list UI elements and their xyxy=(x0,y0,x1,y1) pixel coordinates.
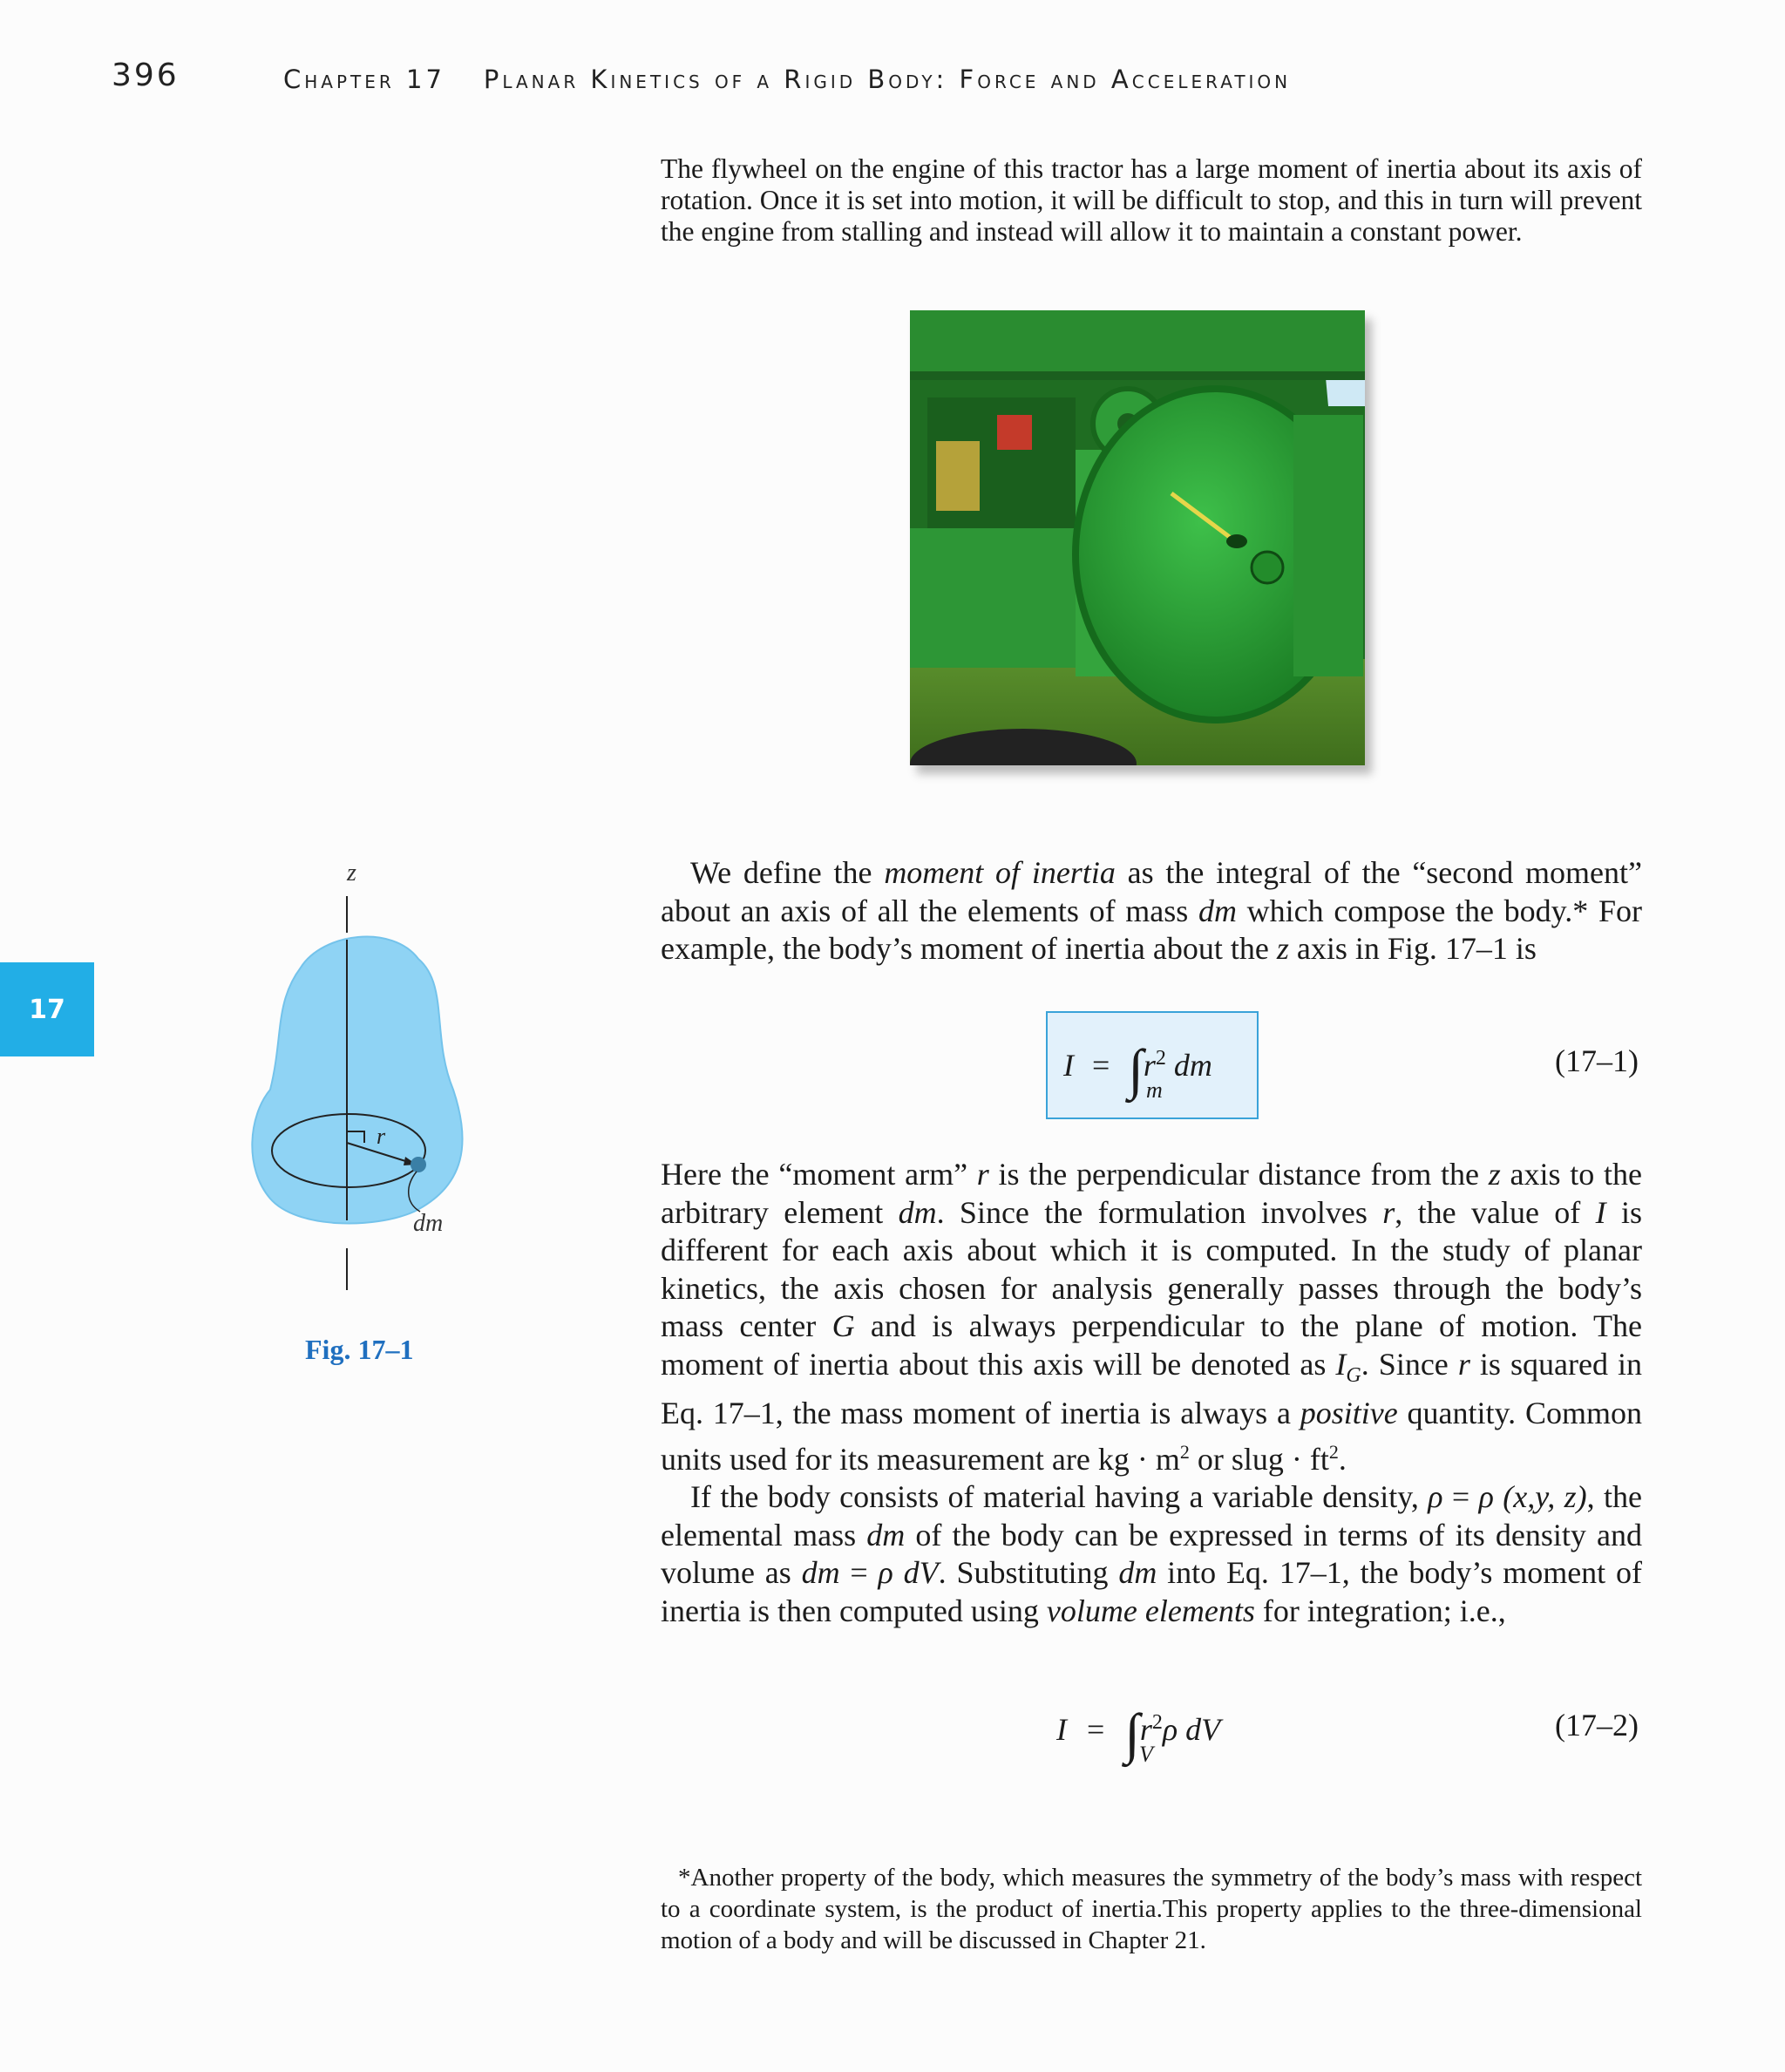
integral-sign-2: ∫ xyxy=(1124,1702,1140,1764)
running-head xyxy=(283,65,1291,94)
figure-17-1 xyxy=(227,854,488,1308)
mass-element xyxy=(411,1157,426,1172)
z-axis-label: z xyxy=(347,859,356,887)
equation-number-17-2: (17–2) xyxy=(1555,1708,1639,1743)
chapter-tab: 17 xyxy=(0,962,94,1056)
paragraph-moment-arm: Here the “moment arm” r is the perpendicular distance from the z axis to the arbitrary element dm. Since the formulation involves r, the value of I is different for each axis about which it is computed. In the study of planar kinetics, the axis chosen for analysis generally passes through the body’s mass center G and is always perpendicular to the plane of motion. The moment of inertia about this axis will be denoted as $I_G$. Since r is squared in Eq. 17–1, the mass moment of inertia is always a positive quantity. Common units used for its measurement are kg · $m^2$ or slug · $ft^2$. If the body consists of material having a variable density, ρ = ρ (x,y, z), the elemental mass dm of the body can be expressed in terms of its density and volume as dm = ρ dV. Substituting dm into Eq. 17–1, the body’s moment of inertia is then computed using volume elements for integration; i.e., xyxy=(661,1157,1643,1628)
rigid-body-shape xyxy=(252,937,462,1224)
element-label: dm xyxy=(413,1210,444,1237)
chapter-label: Chapter 17 xyxy=(283,65,445,94)
eq1-limit: m xyxy=(1146,1077,1163,1103)
radius-label: r xyxy=(377,1124,386,1149)
page-number: 396 xyxy=(112,58,180,93)
tractor-illustration xyxy=(910,310,1365,765)
figure-caption: Fig. 17–1 xyxy=(305,1334,414,1365)
paragraph-definition: We define the moment of inertia as the integral of the “second moment” about an axis of all the elements of mass dm which compose the body.* For example, the body’s moment of inertia about the z axis in Fig. 17–1 is xyxy=(661,855,1642,966)
footnote: *Another property of the body, which measures the symmetry of the body’s mass with respect to a coordinate system, is the product of inertia.This property applies to the three-dimensional motion of a body and will be discussed in Chapter 21. xyxy=(661,1864,1642,1954)
photo-caption: The flywheel on the engine of this tractor has a large moment of inertia about its axis of rotation. Once it is set into motion, it will be difficult to stop, and this in turn will prevent the engine from stalling and instead will allow it to maintain a constant power. xyxy=(661,153,1642,247)
equation-17-2: $I = \int r^2\rho$ dV xyxy=(1056,1702,1221,1764)
equation-number-17-1: (17–1) xyxy=(1555,1043,1639,1078)
chapter-title: Planar Kinetics of a Rigid Body: Force and Acceleration xyxy=(483,65,1292,94)
integral-sign: ∫ xyxy=(1128,1038,1144,1100)
equation-17-1: $I = \int r^2$ dm xyxy=(1063,1038,1212,1100)
tractor-flywheel-photo xyxy=(910,310,1365,765)
eq2-limit: V xyxy=(1139,1742,1153,1767)
